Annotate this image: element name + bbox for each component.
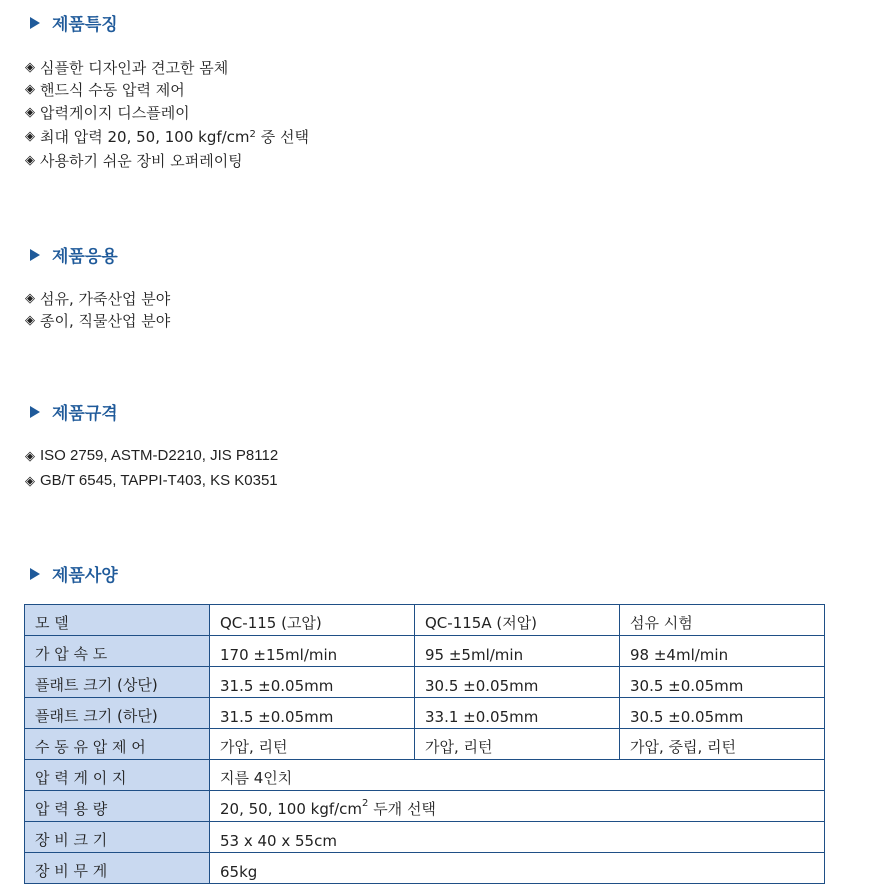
table-cell: 지름 4인치 — [210, 760, 825, 791]
table-row — [25, 636, 825, 667]
diamond-bullet-icon: ◈ — [25, 153, 35, 169]
diamond-bullet-icon: ◈ — [25, 313, 35, 329]
table-cell: 53 x 40 x 55cm — [210, 822, 825, 853]
table-cell: 가압, 중립, 리턴 — [620, 729, 825, 760]
table-row — [25, 729, 825, 760]
table-cell: 30.5 ±0.05mm — [620, 698, 825, 729]
spec-table — [24, 604, 825, 884]
table-row — [25, 760, 825, 791]
table-cell: 섬유 시험 — [620, 605, 825, 636]
section-title-features — [30, 10, 118, 35]
table-cell: QC-115A (저압) — [415, 605, 620, 636]
table-cell: 가압, 리턴 — [210, 729, 415, 760]
list-item: ◈ 핸드식 수동 압력 제어 — [25, 81, 185, 100]
row-label: 수 동 유 압 제 어 — [25, 729, 210, 760]
list-item: ◈ 압력게이지 디스플레이 — [25, 103, 190, 122]
table-cell: 20, 50, 100 kgf/$cm^2$ 두개 선택 — [210, 791, 825, 822]
row-label: 장 비 무 게 — [25, 853, 210, 884]
features-list — [25, 56, 309, 172]
section-title-standards — [30, 399, 118, 424]
table-row — [25, 698, 825, 729]
table-row — [25, 853, 825, 884]
row-label: 플래트 크기 (상단) — [25, 667, 210, 698]
section-title-text: 제품사양 — [52, 566, 118, 586]
triangle-bullet-icon — [30, 17, 40, 29]
section-title-specs — [30, 561, 118, 586]
diamond-bullet-icon: ◈ — [25, 447, 35, 463]
diamond-bullet-icon: ◈ — [25, 59, 35, 75]
diamond-bullet-icon: ◈ — [25, 290, 35, 306]
triangle-bullet-icon — [30, 568, 40, 580]
list-item: ◈ 심플한 디자인과 견고한 몸체 — [25, 58, 229, 77]
row-label: 플래트 크기 (하단) — [25, 698, 210, 729]
table-cell: 31.5 ±0.05mm — [210, 667, 415, 698]
triangle-bullet-icon — [30, 406, 40, 418]
list-item: ◈ ISO 2759, ASTM-D2210, JIS P8112 — [25, 447, 279, 464]
table-cell: 65kg — [210, 853, 825, 884]
table-cell: QC-115 (고압) — [210, 605, 415, 636]
table-cell: 33.1 ±0.05mm — [415, 698, 620, 729]
table-row — [25, 667, 825, 698]
standards-list — [25, 443, 278, 493]
table-cell: 31.5 ±0.05mm — [210, 698, 415, 729]
section-title-text: 제품규격 — [52, 404, 118, 424]
section-title-text: 제품특징 — [52, 15, 118, 35]
row-label: 가 압 속 도 — [25, 636, 210, 667]
row-label: 압 력 게 이 지 — [25, 760, 210, 791]
triangle-bullet-icon — [30, 249, 40, 261]
diamond-bullet-icon: ◈ — [25, 129, 35, 144]
applications-list — [25, 287, 170, 332]
list-item: ◈ GB/T 6545, TAPPI-T403, KS K0351 — [25, 472, 278, 489]
diamond-bullet-icon: ◈ — [25, 82, 35, 98]
table-cell: 95 ±5ml/min — [415, 636, 620, 667]
row-label: 장 비 크 기 — [25, 822, 210, 853]
table-row — [25, 791, 825, 822]
diamond-bullet-icon: ◈ — [25, 104, 35, 120]
list-item: ◈ 섬유, 가죽산업 분야 — [25, 289, 171, 308]
row-label: 압 력 용 량 — [25, 791, 210, 822]
diamond-bullet-icon: ◈ — [25, 472, 35, 488]
table-cell: 30.5 ±0.05mm — [415, 667, 620, 698]
row-label: 모 델 — [25, 605, 210, 636]
section-title-applications — [30, 242, 118, 267]
table-cell: 가압, 리턴 — [415, 729, 620, 760]
list-item: ◈ 종이, 직물산업 분야 — [25, 312, 171, 331]
table-cell: 170 ±15ml/min — [210, 636, 415, 667]
table-cell: 98 ±4ml/min — [620, 636, 825, 667]
list-item: ◈ 최대 압력 20, 50, 100 kgf/cm $^2$ 중 선택 — [25, 128, 309, 146]
list-item: ◈ 사용하기 쉬운 장비 오퍼레이팅 — [25, 152, 243, 171]
table-row — [25, 822, 825, 853]
table-cell: 30.5 ±0.05mm — [620, 667, 825, 698]
table-row — [25, 605, 825, 636]
section-title-text: 제품응용 — [52, 247, 118, 267]
